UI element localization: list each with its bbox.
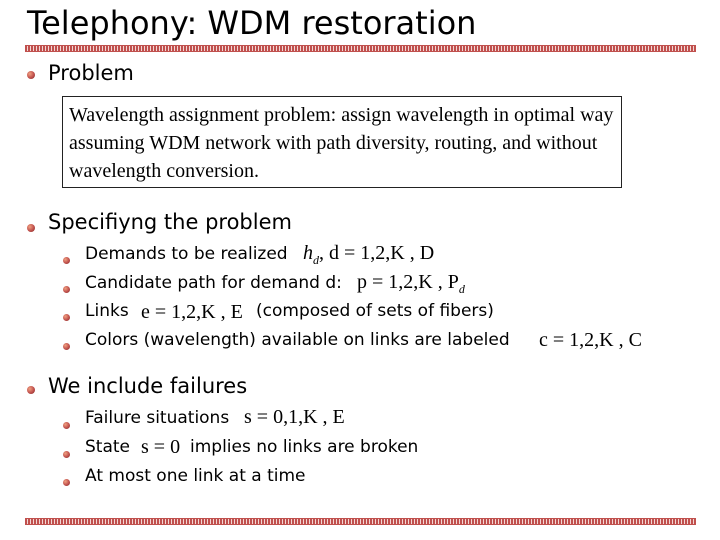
bullet-icon	[27, 386, 35, 394]
bullet-icon	[63, 343, 70, 350]
definition-text: Wavelength assignment problem: assign wavelength in optimal way assuming WDM network with path diversity, routing, and without wavelength conversion.	[69, 104, 614, 182]
definition-box	[62, 96, 622, 188]
specifying-heading: Specifiyng the problem	[48, 210, 292, 234]
spec-item-links: Links	[85, 301, 129, 321]
spec-item-colors: Colors (wavelength) available on links are labeled	[85, 330, 510, 350]
title-divider	[25, 45, 696, 52]
spec-item-paths: Candidate path for demand d:	[85, 273, 342, 293]
state-formula: s = 0	[141, 436, 181, 458]
colors-formula: c = 1,2,K , C	[539, 329, 642, 351]
bullet-icon	[63, 257, 70, 264]
links-formula: e = 1,2,K , E	[141, 301, 243, 323]
bullet-icon	[63, 422, 70, 429]
spec-item-links-note: (composed of sets of fibers)	[256, 301, 494, 321]
bullet-icon	[63, 286, 70, 293]
failures-formula: s = 0,1,K , E	[244, 406, 345, 428]
failure-item-situations: Failure situations	[85, 408, 230, 428]
demands-formula: $h_d$, d = 1,2,K , D	[303, 242, 435, 267]
bullet-icon	[27, 224, 35, 232]
spec-item-demands: Demands to be realized	[85, 244, 288, 264]
footer-divider	[25, 518, 696, 525]
bullet-icon	[63, 314, 70, 321]
bullet-icon	[27, 71, 35, 79]
failure-item-state-note: implies no links are broken	[190, 437, 419, 457]
failure-item-state: State	[85, 437, 130, 457]
bullet-icon	[63, 451, 70, 458]
failures-heading: We include failures	[48, 374, 248, 398]
paths-formula: p = 1,2,K , $P_d$	[357, 271, 465, 296]
slide-title: Telephony: WDM restoration	[27, 4, 477, 42]
bullet-icon	[63, 479, 70, 486]
problem-heading: Problem	[48, 61, 134, 85]
failure-item-one-link: At most one link at a time	[85, 466, 306, 486]
